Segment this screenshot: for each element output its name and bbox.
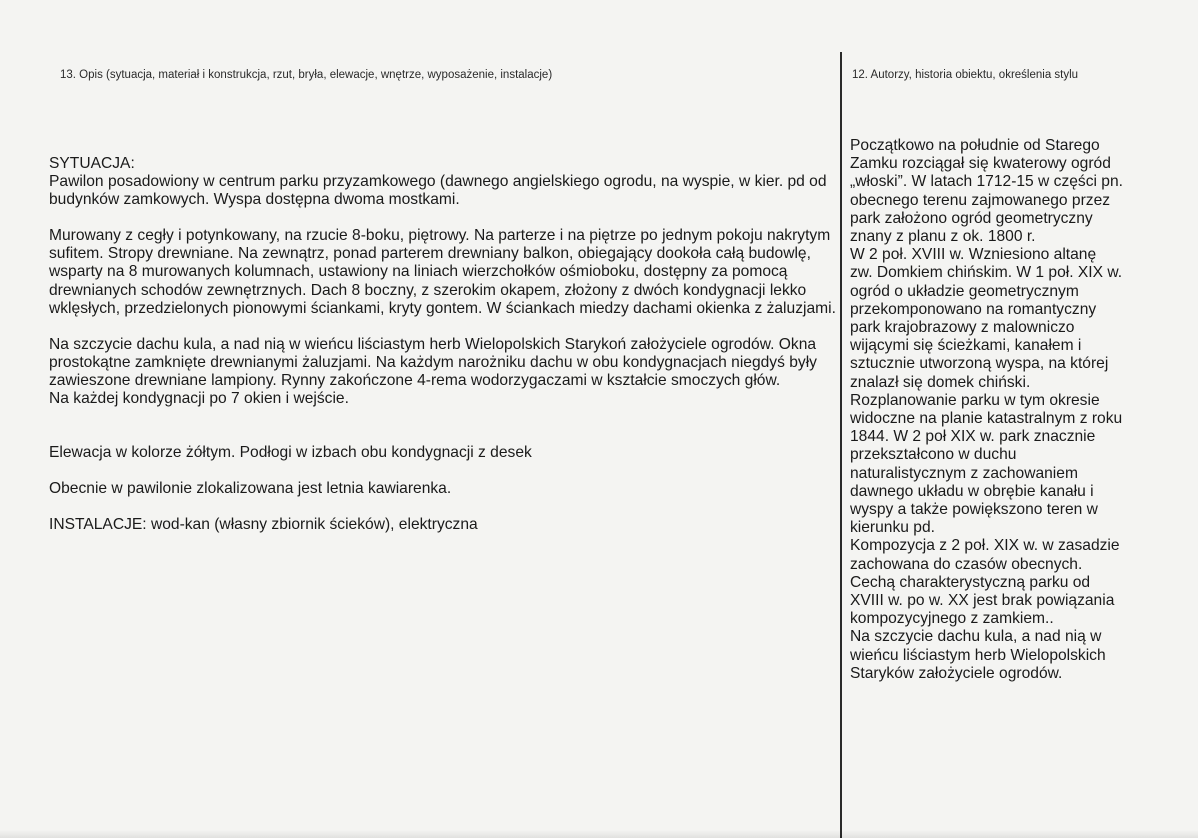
history-line: wijącymi się ścieżkami, kanałem i	[850, 337, 1082, 355]
history-line: kompozycyjnego z zamkiem..	[850, 610, 1054, 628]
history-line: zachowana do czasów obecnych.	[850, 555, 1083, 573]
history-line: ogród o układzie geometrycznym	[850, 282, 1079, 300]
history-line: obecnego terenu zajmowanego przez	[850, 191, 1111, 209]
elevation-paragraph: Elewacja w kolorze żółtym. Podłogi w izbach obu kondygnacji z desek	[49, 444, 532, 462]
history-line: sztucznie utworzoną wyspa, na której	[850, 355, 1109, 373]
history-line: Zamku rozciągał się kwaterowy ogród	[850, 155, 1111, 173]
history-line: 1844. W 2 poł XIX w. park znacznie	[850, 428, 1096, 446]
section-13-header: 13. Opis (sytuacja, materiał i konstrukcja, rzut, bryła, elewacje, wnętrze, wyposażenie, instalacje)	[60, 69, 553, 81]
history-line: przekomponowano na romantyczny	[850, 300, 1097, 318]
history-line: Staryków założyciele ogrodów.	[850, 664, 1063, 682]
column-divider	[840, 52, 842, 838]
sytuacja-heading: SYTUACJA:	[49, 155, 135, 172]
history-line: W 2 poł. XVIII w. Wzniesiono altanę	[850, 246, 1097, 264]
history-line: znany z planu z ok. 1800 r.	[850, 228, 1036, 246]
page-edge-shadow	[0, 830, 1198, 838]
current-use-paragraph: Obecnie w pawilonie zlokalizowana jest letnia kawiarenka.	[49, 480, 452, 498]
history-line: Cechą charakterystyczną parku od	[850, 573, 1091, 591]
history-line: Kompozycja z 2 poł. XIX w. w zasadzie	[850, 537, 1120, 555]
construction-paragraph: Murowany z cegły i potynkowany, na rzucie 8-boku, piętrowy. Na parterze i na piętrze po jednym pokoju nakrytym sufitem. Stropy drewniane. Na zewnątrz, ponad parterem drewniany balkon, obiegający dookoła całą budowlę, wsparty na 8 murowanych kolumnach, ustawiony na liniach wierzchołków ośmioboku, dostępny za pomocą drewnianych schodów zewnętrznych. Dach 8 boczny, z szerokim okapem, złożony z dwóch kondygnacji lekko wklęsłych, przedzielonych pionowymi ściankami, kryty gontem. W ściankach miedzy dachami okienka z żaluzjami.	[49, 227, 836, 317]
history-line: wieńcu liściastym herb Wielopolskich	[850, 646, 1106, 664]
history-line: XVIII w. po w. XX jest brak powiązania	[850, 592, 1115, 610]
roof-paragraph: Na szczycie dachu kula, a nad nią w wieńcu liściastym herb Wielopolskich Starykoń założyciele ogrodów. Okna prostokątne zamknięte drewnianymi żaluzjami. Na każdym narożniku dachu w obu kondygnacjach niegdyś były zawieszone drewniane lampiony. Rynny zakończone 4-rema wodorzygaczami w kształcie smoczych głów.	[49, 335, 817, 389]
history-line: dawnego układu w obrębie kanału i	[850, 482, 1094, 500]
history-line: Na szczycie dachu kula, a nad nią w	[850, 628, 1102, 646]
history-line: Początkowo na południe od Starego	[850, 137, 1100, 154]
installations-paragraph: INSTALACJE: wod-kan (własny zbiornik ścieków), elektryczna	[49, 516, 478, 534]
history-line: Rozplanowanie parku w tym okresie	[850, 391, 1100, 409]
history-line: naturalistycznym z zachowaniem	[850, 464, 1078, 482]
history-line: wyspy a także powiększono teren w	[850, 501, 1098, 519]
history-line: park założono ogród geometryczny	[850, 209, 1093, 227]
sytuacja-paragraph: Pawilon posadowiony w centrum parku przyzamkowego (dawnego angielskiego ogrodu, na wyspie, w kier. pd od budynków zamkowych. Wyspa dostępna dwoma mostkami.	[49, 173, 827, 209]
description-column	[49, 155, 839, 534]
history-line: przekształcono w duchu	[850, 446, 1017, 464]
history-line: park krajobrazowy z malowniczo	[850, 319, 1075, 337]
history-line: znalazł się domek chiński.	[850, 373, 1031, 391]
history-line: widoczne na planie katastralnym z roku	[850, 410, 1123, 428]
section-12-header: 12. Autorzy, historia obiektu, określenia stylu	[852, 69, 1079, 81]
history-line: kierunku pd.	[850, 519, 935, 537]
windows-paragraph: Na każdej kondygnacji po 7 okien i wejście.	[49, 390, 349, 408]
history-line: „włoski”. W latach 1712-15 w części pn.	[850, 173, 1123, 191]
history-column	[850, 137, 1190, 683]
history-line: zw. Domkiem chińskim. W 1 poł. XIX w.	[850, 264, 1123, 282]
